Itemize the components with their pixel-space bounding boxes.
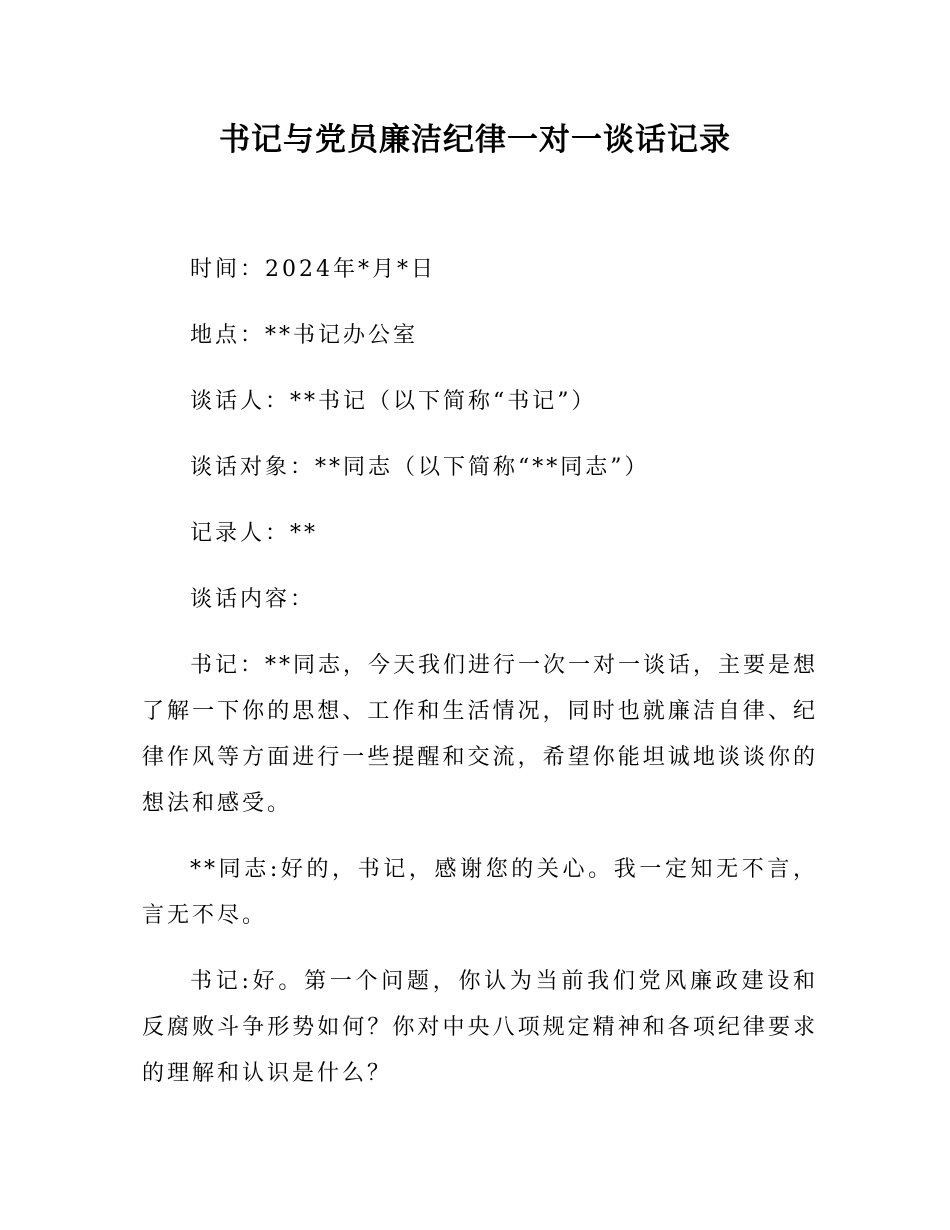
meta-recorder: 记录人：**: [190, 521, 319, 546]
meta-time: 时间：2024年*月*日: [190, 257, 436, 282]
meta-place: 地点：**书记办公室: [190, 323, 419, 348]
page-title: 书记与党员廉洁纪律一对一谈话记录: [219, 122, 731, 158]
content-label: 谈话内容：: [190, 587, 316, 612]
dialogue-paragraph: 书记：**同志，今天我们进行一次一对一谈话，主要是想了解一下你的思想、工作和生活情况，同时也就廉洁自律、纪律作风等方面进行一些提醒和交流，希望你能坦诚地谈谈你的想法和感受。: [142, 653, 819, 816]
meta-speaker: 谈话人：**书记（以下简称“书记”）: [190, 389, 597, 414]
document-body: [142, 247, 818, 1117]
meta-target: 谈话对象：**同志（以下简称“**同志”）: [190, 455, 650, 480]
dialogue-paragraph: 书记:好。第一个问题，你认为当前我们党风廉政建设和反腐败斗争形势如何？你对中央八项规定精神和各项纪律要求的理解和认识是什么？: [142, 969, 818, 1086]
dialogue-paragraph: **同志:好的，书记，感谢您的关心。我一定知无不言，言无不尽。: [142, 857, 818, 928]
